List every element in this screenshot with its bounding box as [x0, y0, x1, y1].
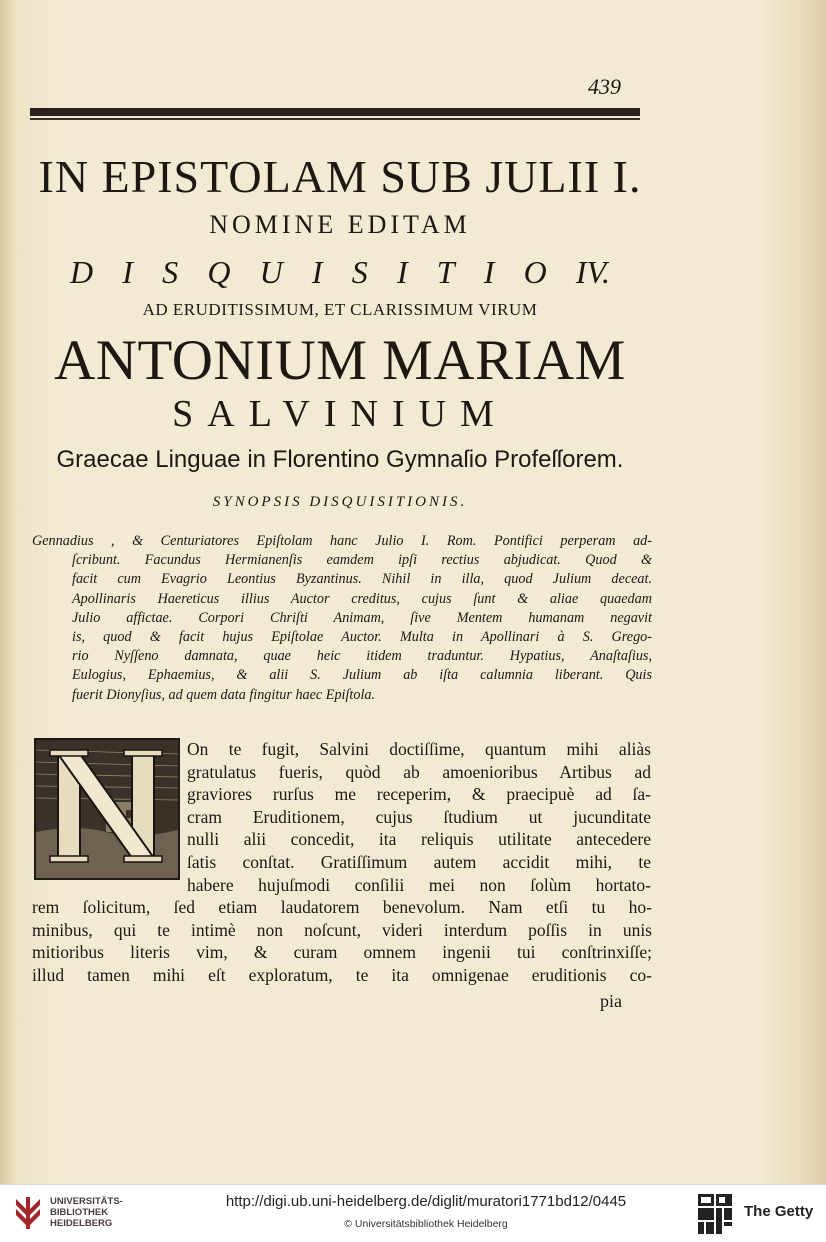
header-rule-thick	[30, 108, 640, 116]
body-line: habere hujuſmodi conſilii mei non ſolùm hortato-	[187, 874, 651, 895]
permalink-url[interactable]: http://digi.ub.uni-heidelberg.de/diglit/muratori1771bd12/0445	[225, 1193, 627, 1210]
title-line-4: AD ERUDITISSIMUM, ET CLARISSIMUM VIRUM	[142, 300, 538, 319]
synopsis-line: fuerit Dionyſius, ad quem data fingitur haec Epiſtola.	[72, 686, 376, 703]
title-line-5: ANTONIUM MARIAM	[54, 329, 626, 392]
synopsis-line: Julio affictae. Corpori Chriſti Animam, ſive Mentem humanam negavit	[72, 609, 652, 626]
body-line: mitioribus literis vim, & curam omnem ingenii tui conſtrinxiſſe;	[32, 942, 652, 963]
body-line: ſatis conſtat. Gratiſſimum autem accidit mihi, te	[187, 851, 651, 872]
library-name-line: BIBLIOTHEK	[50, 1207, 109, 1218]
library-name-line: UNIVERSITÄTS-	[50, 1196, 123, 1207]
synopsis-line: Eulogius, Ephaemius, & alii S. Julium ab iſta calumnia liberant. Quis	[72, 667, 652, 684]
title-line-7: Graecae Linguae in Florentino Gymnaſio Profeſſorem.	[56, 446, 624, 473]
disquisitio-letter: D	[70, 254, 94, 290]
body-line: gratulatus fueris, quòd ab amoenioribus Artibus ad	[187, 761, 651, 782]
synopsis-heading: SYNOPSIS DISQUISITIONIS.	[212, 494, 468, 510]
disquisitio-letter: I	[311, 254, 323, 290]
body-paragraph-indented	[187, 738, 651, 896]
disquisitio-letter: Q	[207, 254, 231, 290]
body-line: minibus, qui te intimè non noſcunt, videri interdum poſſis in unis	[32, 919, 652, 940]
synopsis-line: rio Nyſſeno damnata, quae heic itidem traduntur. Hypatius, Anaſtaſius,	[72, 648, 652, 665]
disquisitio-letter: S	[162, 254, 179, 290]
disquisitio-letter: I	[122, 254, 133, 290]
synopsis-line: Apollinaris Haereticus illius Auctor creditus, cujus ſunt & aliae quaedam	[72, 590, 652, 607]
viewer-footer	[0, 1184, 826, 1242]
body-line: On te fugit, Salvini doctiſſime, quantum mihi aliàs	[187, 739, 651, 759]
body-line: rem ſolicitum, ſed etiam laudatorem benevolum. Nam etſi tu ho-	[32, 897, 652, 917]
body-paragraph-full	[32, 896, 652, 986]
university-library-logo-icon[interactable]	[10, 1193, 46, 1233]
disquisitio-numeral: IV.	[575, 254, 610, 290]
header-rule-thin	[30, 118, 640, 120]
woodcut-n-illustration	[36, 740, 178, 878]
disquisitio-letter: T	[436, 254, 455, 290]
disquisitio-letter: S	[351, 254, 368, 290]
body-line: graviores rurſus me receperim, & praecipuè ad ſa-	[187, 784, 651, 805]
title-line-disquisitio	[70, 254, 610, 291]
title-line-1: IN EPISTOLAM SUB JULII I.	[38, 151, 642, 202]
copyright-notice: © Universitätsbibliothek Heidelberg	[344, 1218, 508, 1230]
getty-logo-icon[interactable]	[697, 1193, 733, 1235]
synopsis-line: ſcribunt. Facundus Hermianenſis eamdem ipſi rectius abjudicat. Quod &	[72, 552, 652, 569]
library-name-line: HEIDELBERG	[50, 1218, 113, 1229]
disquisitio-letter: U	[259, 254, 283, 290]
synopsis-paragraph	[32, 532, 652, 705]
synopsis-line: is, quod & facit hujus Epiſtolae Auctor. Multa in Apollinari à S. Grego-	[72, 629, 652, 646]
title-line-6: SALVINIUM	[172, 393, 508, 435]
synopsis-line: facit cum Evagrio Leontius Byzantinus. Nihil in illa, quod Julium deceat.	[72, 571, 652, 588]
synopsis-line: Gennadius , & Centuriatores Epiſtolam hanc Julio I. Rom. Pontifici perperam ad-	[32, 533, 652, 549]
getty-name[interactable]: The Getty	[744, 1203, 814, 1220]
catchword: pia	[600, 991, 622, 1011]
disquisitio-letter: I	[483, 254, 495, 290]
title-line-2: NOMINE EDITAM	[209, 210, 471, 239]
decorated-initial-n	[34, 738, 180, 880]
header-rule	[30, 106, 640, 122]
body-line: illud tamen mihi eſt exploratum, te ita omnigenae eruditionis co-	[32, 964, 652, 985]
disquisitio-letter: O	[523, 254, 547, 290]
disquisitio-letter: I	[396, 254, 408, 290]
university-library-name[interactable]	[50, 1196, 123, 1229]
page-number: 439	[588, 74, 621, 99]
body-line: nulli alii concedit, ita reliquis utilitate antecedere	[187, 829, 651, 850]
body-line: cram Eruditionem, cujus ſtudium ut jucunditate	[187, 806, 651, 827]
